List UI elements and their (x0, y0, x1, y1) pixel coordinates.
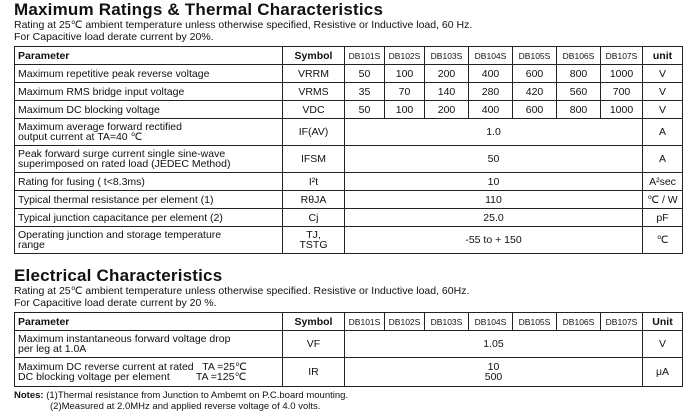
row-value: 100 (385, 65, 425, 83)
note-text: (1)Thermal resistance from Junction to Ambemt on P.C.board mounting. (43, 390, 349, 401)
table-row (15, 173, 683, 191)
row-value: 100 (385, 101, 425, 119)
header-part: DB104S (469, 313, 513, 331)
note-line: (2)Measured at 2.0MHz and applied reverse voltage of 4.0 volts. (50, 401, 321, 412)
row-unit: A (643, 146, 683, 173)
row-parameter: Typical thermal resistance per element (1) (15, 191, 283, 209)
header-part: DB102S (385, 47, 425, 65)
row-symbol: Cj (283, 209, 345, 227)
row-parameter (15, 358, 283, 387)
row-value: 140 (425, 83, 469, 101)
row-unit: μA (643, 358, 683, 387)
header-part: DB103S (425, 47, 469, 65)
table-row (15, 209, 683, 227)
row-value: 1.0 (345, 119, 643, 146)
electrical-subtitle-2: For Capacitive load derate current by 20 %. (14, 296, 217, 309)
row-value: 1.05 (345, 331, 643, 358)
row-value: 200 (425, 65, 469, 83)
row-unit: ℃ (643, 227, 683, 254)
header-part: DB106S (557, 47, 601, 65)
table-row (15, 227, 683, 254)
table-row (15, 191, 683, 209)
ratings-header-row (15, 47, 683, 65)
note-line (14, 390, 682, 401)
row-symbol: IF(AV) (283, 119, 345, 146)
row-symbol: VRRM (283, 65, 345, 83)
ratings-table (14, 46, 683, 254)
electrical-table (14, 312, 683, 387)
row-unit: A (643, 119, 683, 146)
row-value: 70 (385, 83, 425, 101)
table-row (15, 146, 683, 173)
row-unit: V (643, 331, 683, 358)
row-parameter: Maximum RMS bridge input voltage (15, 83, 283, 101)
header-part: DB107S (601, 47, 643, 65)
row-value: 50 (345, 101, 385, 119)
table-row (15, 65, 683, 83)
row-symbol: IFSM (283, 146, 345, 173)
row-value: 420 (513, 83, 557, 101)
electrical-subtitle-1: Rating at 25℃ ambient temperature unless otherwise specified. Resistive or Inductive load, 60Hz. (14, 285, 470, 297)
ratings-subtitle-2: For Capacitive load derate current by 20%. (14, 30, 214, 43)
row-parameter-line: Maximum average forward rectified (18, 121, 182, 133)
row-value: 560 (557, 83, 601, 101)
row-unit: pF (643, 209, 683, 227)
row-symbol: RθJA (283, 191, 345, 209)
row-unit: A²sec (643, 173, 683, 191)
notes (14, 390, 682, 412)
row-value: 10 (345, 173, 643, 191)
row-value-line: 10 (487, 361, 500, 373)
table-row (15, 101, 683, 119)
row-symbol: VRMS (283, 83, 345, 101)
ratings-section (14, 0, 682, 254)
row-value: 200 (425, 101, 469, 119)
row-value: 110 (345, 191, 643, 209)
row-value: 25.0 (345, 209, 643, 227)
table-row (15, 331, 683, 358)
row-parameter-line: superimposed on rated load (JEDEC Method) (18, 158, 231, 170)
ratings-title: Maximum Ratings & Thermal Characteristics (14, 0, 384, 19)
header-part: DB102S (385, 313, 425, 331)
row-symbol: IR (283, 358, 345, 387)
row-value (345, 358, 643, 387)
row-parameter-line: output current at TA=40 ℃ (18, 131, 143, 143)
row-symbol-line: TSTG (299, 239, 328, 251)
row-parameter: Maximum repetitive peak reverse voltage (15, 65, 283, 83)
row-value: 600 (513, 101, 557, 119)
row-parameter-line: DC blocking voltage per element TA =125℃ (18, 371, 247, 383)
row-symbol: I²t (283, 173, 345, 191)
row-parameter-line: Maximum instantaneous forward voltage drop (18, 333, 231, 345)
row-unit: V (643, 83, 683, 101)
row-symbol: VDC (283, 101, 345, 119)
row-parameter: Typical junction capacitance per element (2) (15, 209, 283, 227)
row-value: 600 (513, 65, 557, 83)
row-symbol: VF (283, 331, 345, 358)
row-value: 700 (601, 83, 643, 101)
header-parameter: Parameter (15, 47, 283, 65)
electrical-section (14, 266, 682, 412)
row-parameter-line: range (18, 239, 45, 251)
header-part: DB103S (425, 313, 469, 331)
row-symbol-line: TJ, (306, 229, 321, 241)
header-part: DB105S (513, 47, 557, 65)
row-parameter (15, 227, 283, 254)
header-parameter: Parameter (15, 313, 283, 331)
row-unit: ℃ / W (643, 191, 683, 209)
header-part: DB101S (345, 47, 385, 65)
row-symbol (283, 227, 345, 254)
table-row (15, 83, 683, 101)
header-unit: unit (643, 47, 683, 65)
row-parameter-line: Peak forward surge current single sine-wave (18, 148, 226, 160)
row-value: 50 (345, 146, 643, 173)
header-symbol: Symbol (283, 47, 345, 65)
table-row (15, 119, 683, 146)
header-part: DB104S (469, 47, 513, 65)
electrical-title: Electrical Characteristics (14, 266, 223, 285)
row-parameter (15, 146, 283, 173)
header-part: DB106S (557, 313, 601, 331)
row-value: 35 (345, 83, 385, 101)
table-row (15, 358, 683, 387)
row-value: 800 (557, 101, 601, 119)
row-parameter-line: per leg at 1.0A (18, 343, 87, 355)
row-parameter (15, 331, 283, 358)
header-part: DB105S (513, 313, 557, 331)
row-unit: V (643, 101, 683, 119)
notes-label: Notes: (14, 390, 44, 401)
row-value: 400 (469, 65, 513, 83)
electrical-header-row (15, 313, 683, 331)
row-value: 400 (469, 101, 513, 119)
header-part: DB101S (345, 313, 385, 331)
row-value: 800 (557, 65, 601, 83)
header-unit: Unit (643, 313, 683, 331)
row-value-line: 500 (484, 371, 503, 383)
row-parameter-line: Operating junction and storage temperature (18, 229, 222, 241)
row-parameter: Rating for fusing ( t<8.3ms) (15, 173, 283, 191)
row-parameter-line: Maximum DC reverse current at rated TA =25℃ (18, 361, 247, 373)
row-unit: V (643, 65, 683, 83)
row-value: 1000 (601, 65, 643, 83)
row-value: 50 (345, 65, 385, 83)
row-value: 280 (469, 83, 513, 101)
row-parameter (15, 119, 283, 146)
row-parameter: Maximum DC blocking voltage (15, 101, 283, 119)
row-value: -55 to + 150 (345, 227, 643, 254)
header-part: DB107S (601, 313, 643, 331)
ratings-subtitle-1: Rating at 25℃ ambient temperature unless otherwise specified, Resistive or Inductive load, 60 Hz. (14, 19, 473, 31)
row-value: 1000 (601, 101, 643, 119)
header-symbol: Symbol (283, 313, 345, 331)
